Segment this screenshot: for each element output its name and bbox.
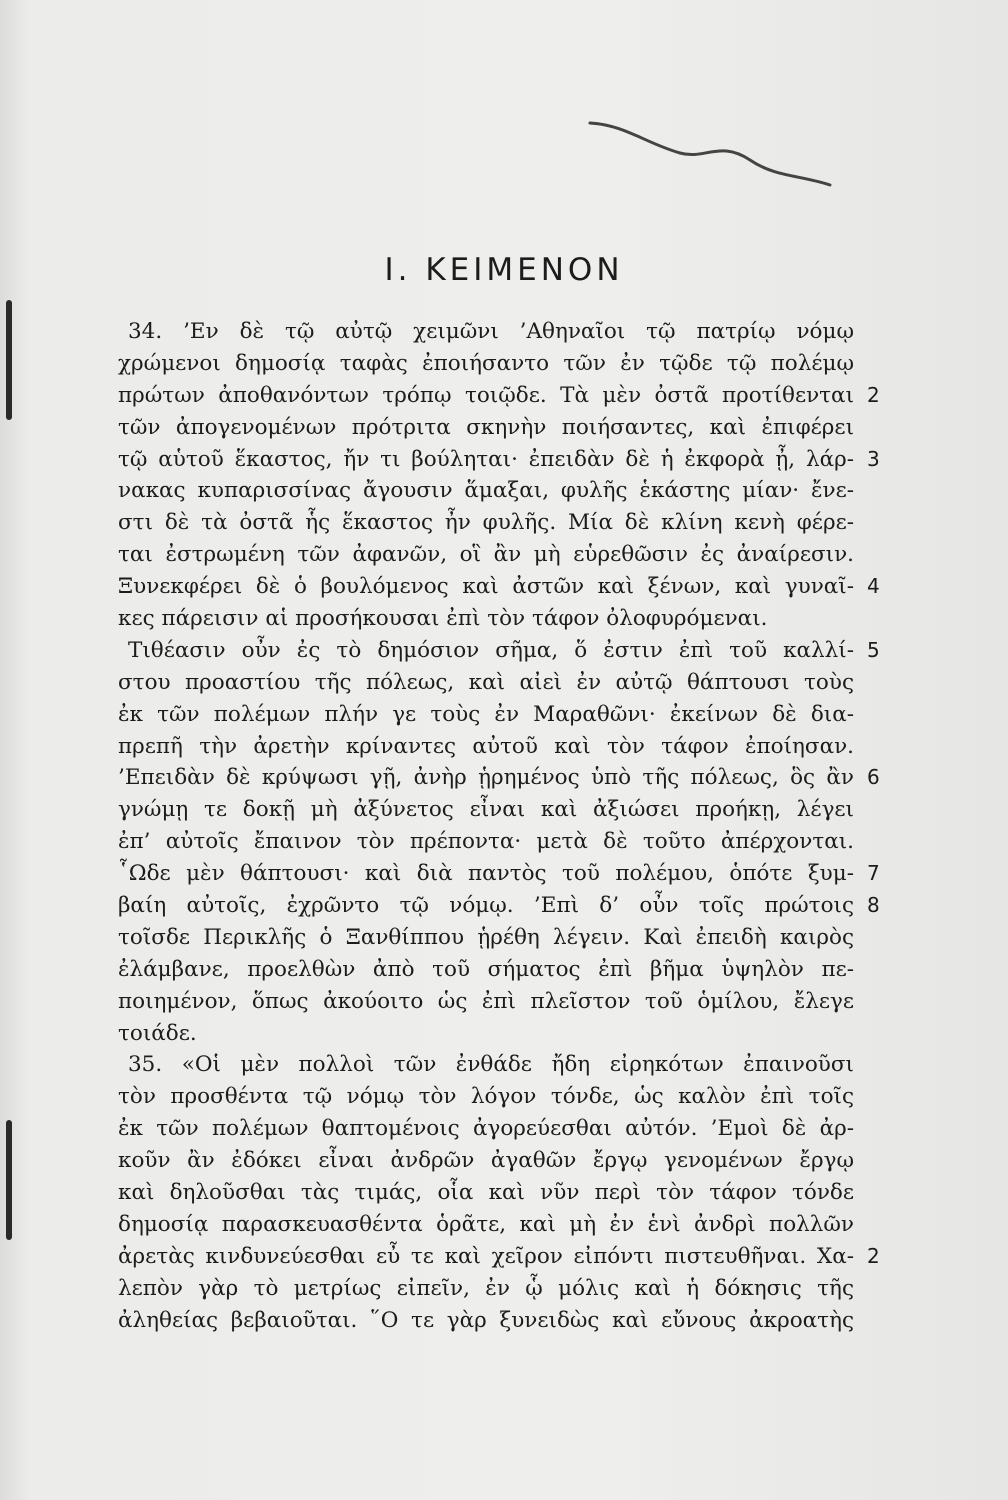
section-number: 3 [867, 446, 880, 471]
section-number: 2 [867, 382, 880, 407]
text-line [118, 1049, 854, 1081]
text-line-content: χρώμενοι δημοσίᾳ ταφὰς ἐποιήσαντο τῶν ἐν τῷδε τῷ πολέμῳ [118, 350, 854, 376]
text-line [118, 348, 854, 380]
text-line-content: στι δὲ τὰ ὀστᾶ ἧς ἕκαστος ἦν φυλῆς. Μία δὲ κλίνη κενὴ φέρε- [118, 510, 854, 536]
text-line-content: δημοσίᾳ παρασκευασθέντα ὁρᾶτε, καὶ μὴ ἐν ἑνὶ ἀνδρὶ πολλῶν [118, 1211, 854, 1237]
text-line [118, 1113, 854, 1145]
text-line [118, 1241, 880, 1273]
text-line [118, 826, 854, 858]
text-line-content: πρώτων ἀποθανόντων τρόπῳ τοιῷδε. Τὰ μὲν ὀστᾶ προτίθενται [118, 382, 854, 408]
text-line [118, 380, 880, 412]
text-line [118, 794, 854, 826]
text-line-content: ποιημένον, ὅπως ἀκούοιτο ὡς ἐπὶ πλεῖστον τοῦ ὁμίλου, ἔλεγε [118, 988, 854, 1014]
text-line [118, 731, 854, 763]
text-line [118, 412, 854, 444]
text-line [118, 1305, 854, 1337]
binding-mark-upper [6, 300, 12, 420]
text-line [118, 1018, 854, 1050]
text-line-content: ἐκ τῶν πολέμων πλήν γε τοὺς ἐν Μαραθῶνι· ἐκείνων δὲ δια- [118, 701, 854, 727]
text-line-content: τῶν ἀπογενομένων πρότριτα σκηνὴν ποιήσαντες, καὶ ἐπιφέρει [118, 414, 854, 440]
text-line-content: κες πάρεισιν αἱ προσήκουσαι ἐπὶ τὸν τάφον ὀλοφυρόμεναι. [118, 606, 768, 632]
text-line [118, 858, 880, 890]
text-line [118, 1209, 854, 1241]
text-line-content: 35. «Οἱ μὲν πολλοὶ τῶν ἐνθάδε ἤδη εἰρηκότων ἐπαινοῦσι [128, 1052, 854, 1078]
text-line [118, 1273, 854, 1305]
text-line [118, 1081, 854, 1113]
page-title: I. ΚΕΙΜΕΝΟΝ [384, 252, 624, 288]
text-line [118, 954, 854, 986]
pencil-squiggle [585, 105, 835, 195]
section-number: 7 [867, 861, 880, 886]
text-line-content: βαίη αὐτοῖς, ἐχρῶντο τῷ νόμῳ. ’Επὶ δ’ οὖν τοῖς πρώτοις [118, 893, 854, 919]
text-line [118, 699, 854, 731]
text-line [118, 635, 880, 667]
text-line-content: Ξυνεκφέρει δὲ ὁ βουλόμενος καὶ ἀστῶν καὶ ξένων, καὶ γυναῖ- [118, 574, 854, 600]
text-line [118, 507, 854, 539]
text-line-content: πρεπῆ τὴν ἀρετὴν κρίναντες αὐτοῦ καὶ τὸν τάφον ἐποίησαν. [118, 733, 854, 759]
text-block [118, 316, 880, 1337]
text-line-content: λεπὸν γὰρ τὸ μετρίως εἰπεῖν, ἐν ᾧ μόλις καὶ ἡ δόκησις τῆς [118, 1275, 854, 1301]
text-line [118, 922, 854, 954]
binding-mark-lower [6, 1120, 12, 1240]
text-line-content: ἀρετὰς κινδυνεύεσθαι εὖ τε καὶ χεῖρον εἰπόντι πιστευθῆναι. Χα- [118, 1243, 854, 1269]
text-line [118, 539, 854, 571]
text-line-content: τῷ αὑτοῦ ἕκαστος, ἤν τι βούληται· ἐπειδὰν δὲ ἡ ἐκφορὰ ᾖ, λάρ- [118, 446, 854, 472]
text-line [118, 762, 880, 794]
text-line-content: κοῦν ἂν ἐδόκει εἶναι ἀνδρῶν ἀγαθῶν ἔργῳ γενομένων ἔργῳ [118, 1148, 854, 1174]
text-line-content: ται ἐστρωμένη τῶν ἀφανῶν, οἳ ἂν μὴ εὑρεθῶσιν ἐς ἀναίρεσιν. [118, 542, 854, 568]
section-number: 2 [867, 1243, 880, 1268]
text-line [118, 444, 880, 476]
text-line [118, 1177, 854, 1209]
text-line-content: τοιάδε. [118, 1020, 197, 1046]
text-line-content: καὶ δηλοῦσθαι τὰς τιμάς, οἷα καὶ νῦν περὶ τὸν τάφον τόνδε [118, 1180, 854, 1206]
text-line-content: ἐπ’ αὐτοῖς ἔπαινον τὸν πρέποντα· μετὰ δὲ τοῦτο ἀπέρχονται. [118, 829, 854, 855]
text-line-content: 34. ’Εν δὲ τῷ αὐτῷ χειμῶνι ’Αθηναῖοι τῷ πατρίῳ νόμῳ [128, 319, 854, 344]
text-line-content: γνώμῃ τε δοκῇ μὴ ἀξύνετος εἶναι καὶ ἀξιώσει προήκῃ, λέγει [118, 797, 854, 823]
text-line-content: νακας κυπαρισσίνας ἄγουσιν ἅμαξαι, φυλῆς ἑκάστης μίαν· ἔνε- [118, 478, 854, 504]
text-line [118, 316, 854, 348]
text-line-content: τοῖσδε Περικλῆς ὁ Ξανθίππου ᾑρέθη λέγειν. Καὶ ἐπειδὴ καιρὸς [118, 924, 854, 950]
text-line-content: τὸν προσθέντα τῷ νόμῳ τὸν λόγον τόνδε, ὡς καλὸν ἐπὶ τοῖς [118, 1084, 854, 1110]
section-number: 4 [867, 574, 880, 599]
text-line-content: στου προαστίου τῆς πόλεως, καὶ αἰεὶ ἐν αὐτῷ θάπτουσι τοὺς [118, 669, 854, 695]
text-line [118, 571, 880, 603]
text-line [118, 986, 854, 1018]
section-number: 6 [867, 765, 880, 790]
text-line [118, 890, 880, 922]
text-line-content: ἐκ τῶν πολέμων θαπτομένοις ἀγορεύεσθαι αὐτόν. ’Εμοὶ δὲ ἀρ- [118, 1116, 854, 1142]
text-line-content: ἐλάμβανε, προελθὼν ἀπὸ τοῦ σήματος ἐπὶ βῆμα ὑψηλὸν πε- [118, 956, 854, 982]
section-number: 5 [867, 637, 880, 662]
text-line-content: ῟Ωδε μὲν θάπτουσι· καὶ διὰ παντὸς τοῦ πολέμου, ὁπότε ξυμ- [118, 861, 854, 887]
text-line [118, 475, 854, 507]
text-line-content: Τιθέασιν οὖν ἐς τὸ δημόσιον σῆμα, ὅ ἐστιν ἐπὶ τοῦ καλλί- [128, 637, 854, 663]
text-line-content: ἀληθείας βεβαιοῦται. ῞Ο τε γὰρ ξυνειδὼς καὶ εὔνους ἀκροατὴς [118, 1307, 854, 1333]
text-line-content: ’Επειδὰν δὲ κρύψωσι γῇ, ἀνὴρ ᾑρημένος ὑπὸ τῆς πόλεως, ὃς ἂν [118, 765, 854, 791]
section-number: 8 [867, 893, 880, 918]
text-line [118, 1145, 854, 1177]
text-line [118, 603, 854, 635]
text-line [118, 667, 854, 699]
